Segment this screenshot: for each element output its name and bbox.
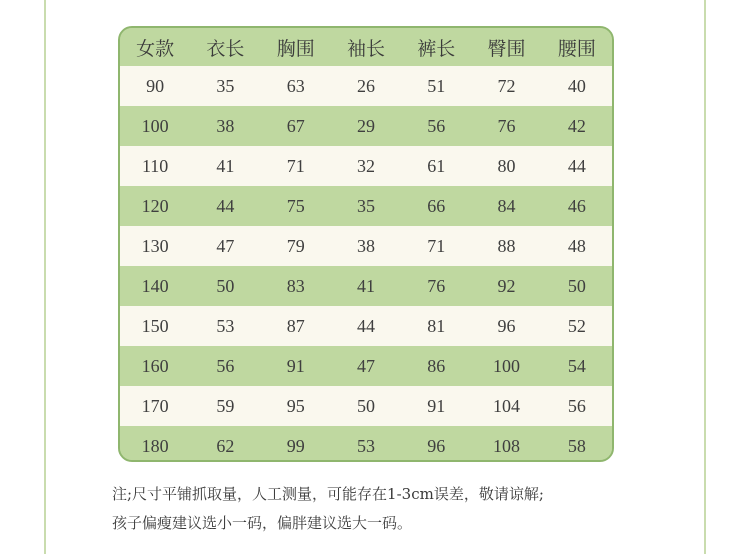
frame-left-line (44, 0, 46, 554)
table-cell: 56 (542, 386, 612, 426)
table-cell: 140 (120, 266, 190, 306)
table-cell: 44 (331, 306, 401, 346)
table-cell: 46 (542, 186, 612, 226)
table-cell: 50 (331, 386, 401, 426)
table-row (120, 346, 612, 386)
table-cell: 35 (190, 66, 260, 106)
header-cell-hip: 臀围 (471, 28, 541, 66)
table-cell: 96 (471, 306, 541, 346)
table-cell: 71 (261, 146, 331, 186)
table-cell: 41 (331, 266, 401, 306)
header-cell-sleeve: 袖长 (331, 28, 401, 66)
table-cell: 100 (471, 346, 541, 386)
table-row (120, 146, 612, 186)
table-cell: 26 (331, 66, 401, 106)
table-cell: 38 (331, 226, 401, 266)
table-cell: 79 (261, 226, 331, 266)
table-cell: 47 (331, 346, 401, 386)
table-cell: 96 (401, 426, 471, 462)
table-cell: 100 (120, 106, 190, 146)
table-cell: 59 (190, 386, 260, 426)
table-row (120, 186, 612, 226)
table-cell: 44 (190, 186, 260, 226)
table-cell: 180 (120, 426, 190, 462)
table-cell: 130 (120, 226, 190, 266)
table-cell: 76 (471, 106, 541, 146)
table-cell: 92 (471, 266, 541, 306)
table-cell: 88 (471, 226, 541, 266)
table-cell: 71 (401, 226, 471, 266)
table-cell: 67 (261, 106, 331, 146)
header-cell-women: 女款 (120, 28, 190, 66)
table-cell: 51 (401, 66, 471, 106)
table-cell: 95 (261, 386, 331, 426)
table-cell: 61 (401, 146, 471, 186)
size-table-body (120, 66, 612, 462)
note-line-1: 注;尺寸平铺抓取量，人工测量，可能存在1-3cm误差，敬请谅解; (112, 485, 544, 503)
table-cell: 29 (331, 106, 401, 146)
table-cell: 47 (190, 226, 260, 266)
table-cell: 50 (190, 266, 260, 306)
table-cell: 72 (471, 66, 541, 106)
note-line-2: 孩子偏瘦建议选小一码，偏胖建议选大一码。 (112, 514, 413, 532)
frame-right-line (704, 0, 706, 554)
table-cell: 160 (120, 346, 190, 386)
table-cell: 86 (401, 346, 471, 386)
header-cell-pants-length: 裤长 (401, 28, 471, 66)
table-cell: 62 (190, 426, 260, 462)
header-cell-waist: 腰围 (542, 28, 612, 66)
size-note (112, 480, 672, 538)
table-cell: 38 (190, 106, 260, 146)
table-cell: 44 (542, 146, 612, 186)
table-cell: 110 (120, 146, 190, 186)
table-cell: 120 (120, 186, 190, 226)
size-table (120, 28, 612, 462)
table-cell: 42 (542, 106, 612, 146)
table-cell: 91 (401, 386, 471, 426)
table-cell: 66 (401, 186, 471, 226)
table-cell: 170 (120, 386, 190, 426)
table-cell: 63 (261, 66, 331, 106)
table-cell: 56 (190, 346, 260, 386)
table-cell: 99 (261, 426, 331, 462)
table-cell: 108 (471, 426, 541, 462)
table-row (120, 106, 612, 146)
table-row (120, 266, 612, 306)
table-row (120, 306, 612, 346)
table-cell: 83 (261, 266, 331, 306)
table-cell: 81 (401, 306, 471, 346)
table-cell: 53 (190, 306, 260, 346)
header-cell-length: 衣长 (190, 28, 260, 66)
table-cell: 40 (542, 66, 612, 106)
table-cell: 56 (401, 106, 471, 146)
table-cell: 150 (120, 306, 190, 346)
table-cell: 54 (542, 346, 612, 386)
table-row (120, 66, 612, 106)
table-cell: 52 (542, 306, 612, 346)
table-cell: 50 (542, 266, 612, 306)
table-cell: 41 (190, 146, 260, 186)
table-cell: 75 (261, 186, 331, 226)
table-row (120, 426, 612, 462)
table-cell: 104 (471, 386, 541, 426)
table-cell: 35 (331, 186, 401, 226)
table-cell: 84 (471, 186, 541, 226)
table-row (120, 386, 612, 426)
table-cell: 80 (471, 146, 541, 186)
size-table-header-row (120, 28, 612, 66)
table-cell: 91 (261, 346, 331, 386)
table-cell: 76 (401, 266, 471, 306)
table-cell: 58 (542, 426, 612, 462)
header-cell-chest: 胸围 (261, 28, 331, 66)
size-table-container (118, 26, 614, 462)
table-cell: 48 (542, 226, 612, 266)
table-cell: 32 (331, 146, 401, 186)
table-row (120, 226, 612, 266)
table-cell: 90 (120, 66, 190, 106)
table-cell: 87 (261, 306, 331, 346)
table-cell: 53 (331, 426, 401, 462)
